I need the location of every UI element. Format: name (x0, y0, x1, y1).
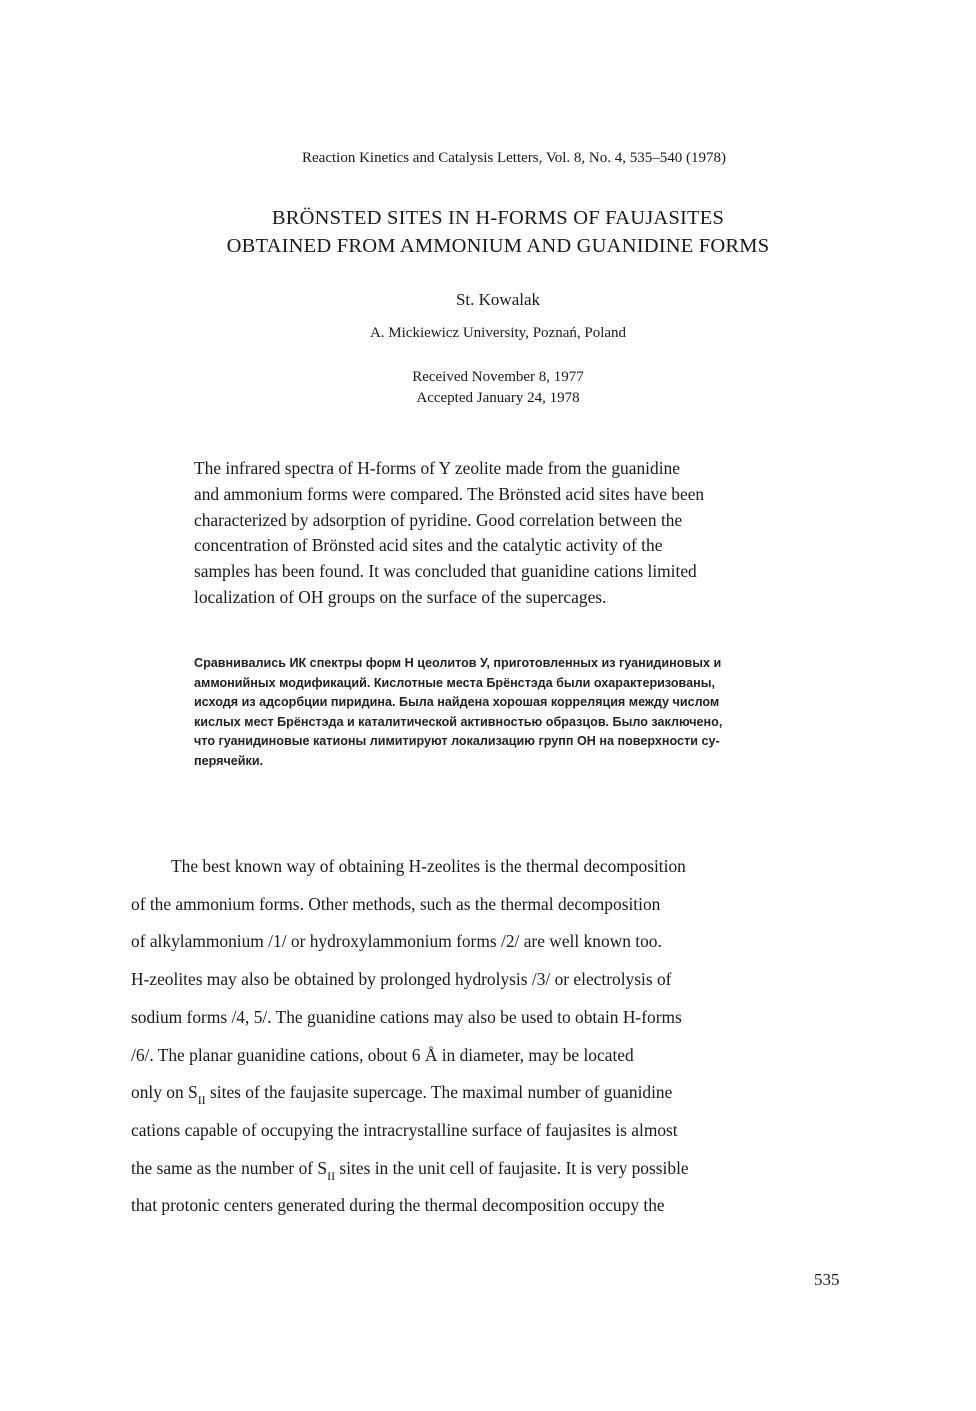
russian-abstract-line: Сравнивались ИК спектры форм Н цеолитов У, приготовленных из гуанидиновых и (194, 656, 722, 670)
received-date: Received November 8, 1977 (412, 369, 584, 385)
body-text-segment: sites of the faujasite supercage. The maximal number of guanidine (205, 1082, 673, 1103)
author-affiliation: A. Mickiewicz University, Poznań, Poland (369, 325, 627, 341)
body-text-segment: sites in the unit cell of faujasite. It is very possible (335, 1157, 689, 1178)
abstract-line: concentration of Brönsted acid sites and the catalytic activity of the (194, 535, 663, 556)
title-line-1: BRÖNSTED SITES IN H-FORMS OF FAUJASITES (271, 207, 725, 229)
body-line: of alkylammonium /1/ or hydroxylammonium forms /2/ are well known too. (131, 931, 662, 952)
russian-abstract-line: аммонийных модификаций. Кислотные места Брёнстэда были охарактеризованы, (194, 675, 715, 690)
abstract-line: localization of OH groups on the surface of the supercages. (194, 586, 607, 607)
english-abstract (194, 456, 894, 611)
submission-dates (0, 367, 976, 409)
abstract-line: characterized by adsorption of pyridine. Good correlation between the (194, 509, 683, 530)
title-line-2: OBTAINED FROM AMMONIUM AND GUANIDINE FORMS (226, 235, 770, 257)
body-line: sodium forms /4, 5/. The guanidine cations may also be used to obtain H-forms (131, 1006, 682, 1027)
body-line (131, 1037, 851, 1075)
body-line: H-zeolites may also be obtained by prolonged hydrolysis /3/ or electrolysis of (131, 969, 672, 990)
russian-abstract-line: кислых мест Брёнстэда и каталитической активностью образцов. Было заключено, (194, 714, 723, 729)
body-line (131, 1150, 851, 1188)
body-text-segment: only on S (131, 1082, 198, 1103)
body-line: cations capable of occupying the intracrystalline surface of faujasites is almost (131, 1119, 678, 1140)
paper-title (100, 204, 896, 260)
body-paragraph (131, 848, 851, 1225)
body-line: that protonic centers generated during the thermal decomposition occupy the (131, 1195, 665, 1216)
author-name: St. Kowalak (455, 290, 541, 309)
angstrom-unit: Å (424, 1044, 438, 1065)
body-line (131, 1074, 851, 1112)
body-text-segment: the same as the number of S (131, 1157, 328, 1178)
russian-abstract (194, 654, 894, 771)
body-line: of the ammonium forms. Other methods, such as the thermal decomposition (131, 893, 661, 914)
russian-abstract-line: перячейки. (194, 753, 264, 768)
accepted-date: Accepted January 24, 1978 (416, 390, 580, 406)
russian-abstract-line: исходя из адсорбции пиридина. Была найдена хорошая корреляция между числом (194, 695, 720, 709)
journal-citation: Reaction Kinetics and Catalysis Letters, Vol. 8, No. 4, 535–540 (1978) (302, 150, 726, 166)
page-number: 535 (814, 1270, 840, 1289)
abstract-line: The infrared spectra of H-forms of Y zeolite made from the guanidine (194, 458, 680, 478)
subscript: II (327, 1168, 336, 1183)
body-text-segment: /6/. The planar guanidine cations, obout 6 (131, 1044, 425, 1065)
abstract-line: and ammonium forms were compared. The Brönsted acid sites have been (194, 483, 705, 504)
abstract-line: samples has been found. It was concluded that guanidine cations limited (194, 561, 697, 582)
body-text-segment: in diameter, may be located (437, 1044, 634, 1065)
russian-abstract-line: что гуанидиновые катионы лимитируют локализацию групп ОН на поверхности су- (194, 734, 720, 748)
body-line: The best known way of obtaining H-zeolites is the thermal decomposition (171, 856, 686, 876)
subscript: II (197, 1093, 206, 1108)
